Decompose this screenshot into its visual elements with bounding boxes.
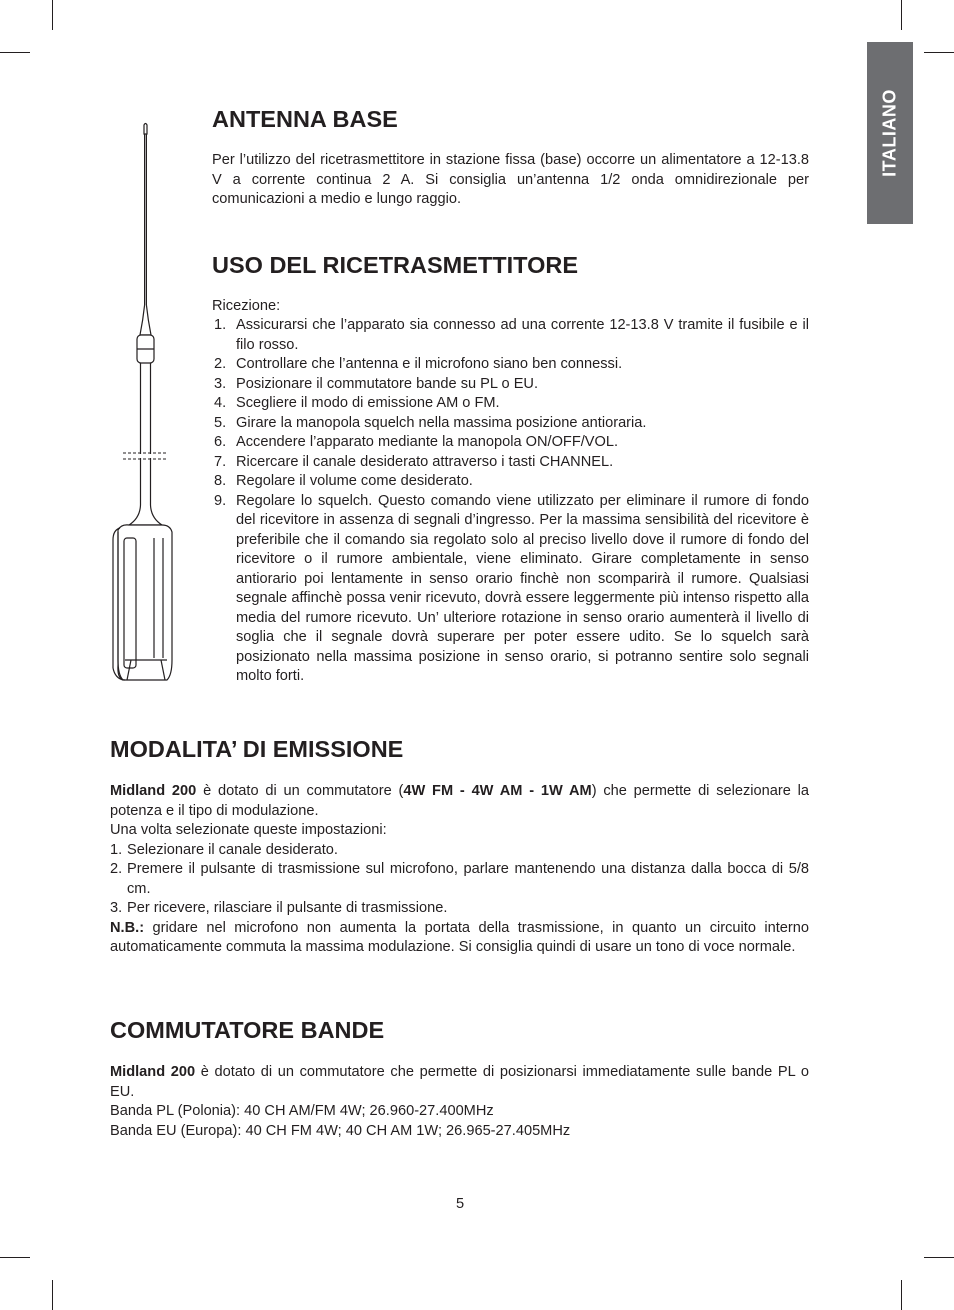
- antenna-illustration: [105, 120, 185, 690]
- uso-intro: Ricezione:: [212, 298, 281, 314]
- list-item: 8. Regolare il volume come desiderato.: [214, 473, 473, 489]
- list-item: 6. Accendere l’apparato mediante la manopola ON/OFF/VOL.: [214, 434, 619, 450]
- band-pl: Banda PL (Polonia): 40 CH AM/FM 4W; 26.960-27.400MHz: [110, 1103, 494, 1119]
- crop-mark: [0, 1257, 30, 1258]
- antenna-base-body: Per l’utilizzo del ricetrasmettitore in stazione fissa (base) occorre un alimentatore a 12-13.8 V a corrente continua 2 A. Si consiglia un’antenna 1/2 onda omnidirezionale per comunicazioni a medio e lungo raggio.: [212, 152, 809, 207]
- list-item: 5. Girare la manopola squelch nella massima posizione antioraria.: [214, 414, 647, 431]
- section-title-commutatore: COMMUTATORE BANDE: [110, 1017, 385, 1043]
- list-item: 2. Premere il pulsante di trasmissione sul microfono, parlare mantenendo una distanza dalla bocca di 5/8 cm.: [110, 861, 809, 897]
- language-tab-label: ITALIANO: [879, 89, 900, 177]
- crop-mark: [901, 1280, 902, 1310]
- modalita-steps-list: [110, 841, 809, 919]
- list-item: 3. Posizionare il commutatore bande su PL o EU.: [214, 375, 539, 392]
- crop-mark: [924, 1257, 954, 1258]
- crop-mark: [901, 0, 902, 30]
- uso-steps-list: [212, 316, 809, 687]
- section-title-modalita: MODALITA’ DI EMISSIONE: [110, 736, 404, 762]
- section-title-antenna-base: ANTENNA BASE: [212, 106, 398, 132]
- commutatore-body: [110, 1063, 809, 1141]
- list-item: 4. Scegliere il modo di emissione AM o FM.: [214, 395, 500, 411]
- crop-mark: [924, 52, 954, 53]
- list-item: 1. Assicurarsi che l’apparato sia connesso ad una corrente 12-13.8 V tramite il fusibile e il filo rosso.: [214, 317, 809, 353]
- list-item: 3. Per ricevere, rilasciare il pulsante di trasmissione.: [110, 900, 448, 916]
- modalita-body: [110, 782, 809, 958]
- crop-mark: [52, 1280, 53, 1310]
- list-item: 1. Selezionare il canale desiderato.: [110, 841, 338, 858]
- modalita-note: N.B.: gridare nel microfono non aumenta la portata della trasmissione, in quanto un circuito interno automaticamente commuta la massima modulazione. Si consiglia quindi di usare un tono di voce normale.: [110, 919, 809, 955]
- modalita-intro: Midland 200 è dotato di un commutatore (4W FM - 4W AM - 1W AM) che permette di selezionare la potenza e il tipo di modulazione.: [110, 783, 810, 819]
- list-item: 7. Ricercare il canale desiderato attraverso i tasti CHANNEL.: [214, 453, 614, 470]
- commutatore-intro: Midland 200 è dotato di un commutatore che permette di posizionarsi immediatamente sulle bande PL o EU.: [110, 1064, 809, 1100]
- crop-mark: [0, 52, 30, 53]
- band-eu: Banda EU (Europa): 40 CH FM 4W; 40 CH AM 1W; 26.965-27.405MHz: [110, 1122, 571, 1139]
- list-item: 9. Regolare lo squelch. Questo comando viene utilizzato per eliminare il rumore di fondo del ricevitore in assenza di segnali d’ingresso. Per la massima sensibilità del ricevitore è preferibile che il comando sia regolato solo al preciso livello dove il rumore di fondo del ricevitore o il rumore ambientale, viene eliminato. Girare completamente in senso antiorario poi lentamente in senso orario finchè non scomparirà il rumore. Qualsiasi segnale affinchè possa venir ricevuto, dovrà essere leggermente più intenso rispetto alla media del rumore ricevuto. Un’ ulteriore rotazione in senso orario aumenterà il livello di soglia che il segnale dovrà superare per poter essere udito. Se lo squelch sarà posizionato nella massima posizione in senso orario, si potranno sentire solo segnali molto forti.: [214, 492, 809, 684]
- section-title-uso: USO DEL RICETRASMETTITORE: [212, 252, 579, 278]
- language-tab: [867, 42, 913, 224]
- modalita-subintro: Una volta selezionate queste impostazioni:: [110, 822, 387, 838]
- crop-mark: [52, 0, 53, 30]
- page-number: 5: [455, 1196, 465, 1212]
- list-item: 2. Controllare che l’antenna e il microfono siano ben connessi.: [214, 356, 623, 372]
